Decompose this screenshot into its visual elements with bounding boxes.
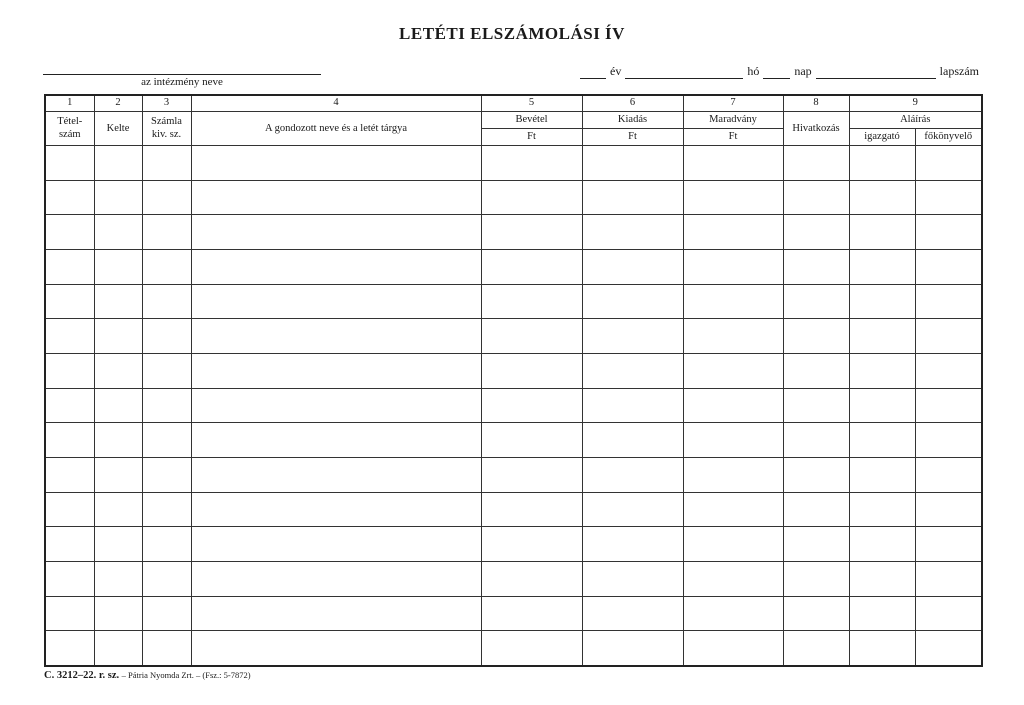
table-cell[interactable] — [481, 354, 582, 389]
table-cell[interactable] — [191, 561, 481, 596]
table-cell[interactable] — [915, 423, 982, 458]
table-cell[interactable] — [481, 423, 582, 458]
table-cell[interactable] — [191, 527, 481, 562]
table-cell[interactable] — [783, 354, 849, 389]
table-cell[interactable] — [915, 561, 982, 596]
unit-balance: Ft — [683, 129, 783, 146]
ledger-table — [44, 94, 983, 667]
table-cell[interactable] — [191, 146, 481, 181]
publisher-info: – Pátria Nyomda Zrt. – (Fsz.: 5-7872) — [121, 670, 251, 680]
table-cell[interactable] — [191, 596, 481, 631]
table-cell[interactable] — [582, 284, 683, 319]
table-cell[interactable] — [481, 631, 582, 666]
table-cell[interactable] — [481, 388, 582, 423]
header-subject: A gondozott neve és a letét tárgya — [191, 112, 481, 146]
table-cell[interactable] — [45, 492, 94, 527]
table-cell[interactable] — [683, 492, 783, 527]
table-cell[interactable] — [849, 284, 915, 319]
table-cell[interactable] — [94, 146, 142, 181]
table-cell[interactable] — [94, 388, 142, 423]
table-cell[interactable] — [45, 319, 94, 354]
table-cell[interactable] — [783, 492, 849, 527]
table-cell[interactable] — [915, 215, 982, 250]
table-cell[interactable] — [683, 180, 783, 215]
table-cell[interactable] — [481, 180, 582, 215]
table-row — [45, 561, 982, 596]
table-cell[interactable] — [142, 423, 191, 458]
header-reference: Hivatkozás — [783, 112, 849, 146]
table-cell[interactable] — [481, 561, 582, 596]
unit-income: Ft — [481, 129, 582, 146]
table-cell[interactable] — [582, 527, 683, 562]
table-cell[interactable] — [849, 146, 915, 181]
table-row — [45, 319, 982, 354]
table-cell[interactable] — [191, 215, 481, 250]
table-cell[interactable] — [481, 146, 582, 181]
table-cell[interactable] — [481, 250, 582, 285]
year-field[interactable] — [580, 67, 606, 79]
day-label: nap — [794, 64, 812, 78]
table-cell[interactable] — [191, 458, 481, 493]
table-cell[interactable] — [582, 354, 683, 389]
table-cell[interactable] — [45, 561, 94, 596]
table-cell[interactable] — [582, 319, 683, 354]
footer — [44, 670, 251, 681]
table-cell[interactable] — [45, 527, 94, 562]
table-cell[interactable] — [683, 146, 783, 181]
table-cell[interactable] — [481, 527, 582, 562]
table-cell[interactable] — [783, 250, 849, 285]
col-number: 5 — [481, 95, 582, 112]
table-cell[interactable] — [582, 561, 683, 596]
page-number-label: lapszám — [939, 64, 979, 78]
page-number-field[interactable] — [816, 67, 936, 79]
form-code: C. 3212–22. r. sz. — [44, 670, 120, 681]
table-cell[interactable] — [849, 561, 915, 596]
table-cell[interactable] — [582, 423, 683, 458]
table-cell[interactable] — [94, 423, 142, 458]
institution-name-caption: az intézmény neve — [141, 76, 223, 88]
table-cell[interactable] — [783, 527, 849, 562]
table-cell[interactable] — [849, 250, 915, 285]
table-cell[interactable] — [783, 596, 849, 631]
table-cell[interactable] — [481, 492, 582, 527]
table-cell[interactable] — [94, 596, 142, 631]
table-cell[interactable] — [683, 388, 783, 423]
header-signature: Aláírás — [849, 112, 982, 129]
col-number: 6 — [582, 95, 683, 112]
table-cell[interactable] — [45, 458, 94, 493]
col-number: 4 — [191, 95, 481, 112]
table-cell[interactable] — [683, 596, 783, 631]
table-row — [45, 354, 982, 389]
table-cell[interactable] — [683, 561, 783, 596]
table-cell[interactable] — [191, 319, 481, 354]
table-cell[interactable] — [45, 631, 94, 666]
header-accountant: főkönyvelő — [915, 129, 982, 146]
table-cell[interactable] — [45, 284, 94, 319]
month-label: hó — [747, 64, 760, 78]
table-cell[interactable] — [683, 527, 783, 562]
institution-name-field[interactable] — [43, 74, 321, 75]
header-item-no: Tétel- szám — [45, 112, 94, 146]
table-cell[interactable] — [783, 319, 849, 354]
table-row — [45, 388, 982, 423]
table-cell[interactable] — [94, 354, 142, 389]
col-number: 2 — [94, 95, 142, 112]
table-cell[interactable] — [142, 561, 191, 596]
table-cell[interactable] — [94, 458, 142, 493]
col-number: 1 — [45, 95, 94, 112]
table-cell[interactable] — [783, 146, 849, 181]
table-cell[interactable] — [783, 631, 849, 666]
header-date: Kelte — [94, 112, 142, 146]
table-cell[interactable] — [849, 458, 915, 493]
table-cell[interactable] — [142, 180, 191, 215]
table-cell[interactable] — [849, 215, 915, 250]
table-cell[interactable] — [45, 250, 94, 285]
table-cell[interactable] — [915, 527, 982, 562]
table-row — [45, 458, 982, 493]
table-cell[interactable] — [142, 631, 191, 666]
table-cell[interactable] — [915, 458, 982, 493]
table-cell[interactable] — [849, 388, 915, 423]
day-field[interactable] — [763, 67, 790, 79]
table-cell[interactable] — [142, 458, 191, 493]
table-cell[interactable] — [582, 458, 683, 493]
table-cell[interactable] — [915, 284, 982, 319]
table-cell[interactable] — [849, 354, 915, 389]
table-cell[interactable] — [683, 354, 783, 389]
header-income: Bevétel — [481, 112, 582, 129]
table-cell[interactable] — [783, 284, 849, 319]
table-cell[interactable] — [915, 354, 982, 389]
table-cell[interactable] — [915, 388, 982, 423]
table-cell[interactable] — [783, 215, 849, 250]
table-cell[interactable] — [142, 527, 191, 562]
table-cell[interactable] — [683, 631, 783, 666]
table-cell[interactable] — [683, 423, 783, 458]
table-cell[interactable] — [582, 215, 683, 250]
table-cell[interactable] — [142, 388, 191, 423]
table-cell[interactable] — [191, 631, 481, 666]
table-cell[interactable] — [683, 458, 783, 493]
table-cell[interactable] — [582, 596, 683, 631]
table-row — [45, 423, 982, 458]
table-cell[interactable] — [94, 180, 142, 215]
table-cell[interactable] — [915, 492, 982, 527]
table-row — [45, 284, 982, 319]
table-cell[interactable] — [481, 319, 582, 354]
table-cell[interactable] — [45, 146, 94, 181]
year-label: év — [610, 64, 622, 78]
form-title: LETÉTI ELSZÁMOLÁSI ÍV — [399, 24, 625, 43]
table-row — [45, 631, 982, 666]
table-cell[interactable] — [481, 596, 582, 631]
table-cell[interactable] — [191, 388, 481, 423]
table-cell[interactable] — [45, 180, 94, 215]
col-number: 7 — [683, 95, 783, 112]
month-field[interactable] — [625, 67, 743, 79]
table-cell[interactable] — [142, 284, 191, 319]
table-cell[interactable] — [191, 180, 481, 215]
table-cell[interactable] — [582, 250, 683, 285]
table-cell[interactable] — [783, 180, 849, 215]
col-number: 8 — [783, 95, 849, 112]
table-cell[interactable] — [849, 596, 915, 631]
header-row — [45, 112, 982, 129]
table-row — [45, 527, 982, 562]
table-cell[interactable] — [191, 354, 481, 389]
table-cell[interactable] — [142, 354, 191, 389]
table-row — [45, 596, 982, 631]
table-cell[interactable] — [94, 250, 142, 285]
col-number: 9 — [849, 95, 982, 112]
table-cell[interactable] — [481, 458, 582, 493]
table-cell[interactable] — [45, 354, 94, 389]
table-cell[interactable] — [94, 319, 142, 354]
table-cell[interactable] — [849, 423, 915, 458]
header-director: igazgató — [849, 129, 915, 146]
table-row — [45, 146, 982, 181]
table-cell[interactable] — [481, 284, 582, 319]
table-cell[interactable] — [849, 492, 915, 527]
table-cell[interactable] — [849, 631, 915, 666]
column-number-row — [45, 95, 982, 112]
header-expense: Kiadás — [582, 112, 683, 129]
table-cell[interactable] — [915, 250, 982, 285]
table-cell[interactable] — [683, 250, 783, 285]
table-cell[interactable] — [683, 215, 783, 250]
header-balance: Maradvány — [683, 112, 783, 129]
table-cell[interactable] — [783, 561, 849, 596]
table-cell[interactable] — [783, 388, 849, 423]
table-row — [45, 215, 982, 250]
table-cell[interactable] — [849, 319, 915, 354]
table-cell[interactable] — [142, 146, 191, 181]
table-row — [45, 250, 982, 285]
table-cell[interactable] — [191, 492, 481, 527]
table-cell[interactable] — [191, 250, 481, 285]
table-cell[interactable] — [849, 527, 915, 562]
table-cell[interactable] — [94, 527, 142, 562]
unit-expense: Ft — [582, 129, 683, 146]
table-cell[interactable] — [683, 284, 783, 319]
table-cell[interactable] — [94, 492, 142, 527]
table-cell[interactable] — [45, 215, 94, 250]
header-invoice: Számla kiv. sz. — [142, 112, 191, 146]
table-cell[interactable] — [783, 458, 849, 493]
table-cell[interactable] — [915, 180, 982, 215]
table-cell[interactable] — [142, 492, 191, 527]
table-cell[interactable] — [45, 596, 94, 631]
table-cell[interactable] — [582, 631, 683, 666]
table-cell[interactable] — [94, 561, 142, 596]
table-row — [45, 492, 982, 527]
table-cell[interactable] — [45, 388, 94, 423]
table-cell[interactable] — [582, 180, 683, 215]
table-cell[interactable] — [582, 146, 683, 181]
table-cell[interactable] — [94, 215, 142, 250]
table-cell[interactable] — [915, 631, 982, 666]
table-cell[interactable] — [582, 388, 683, 423]
table-cell[interactable] — [481, 215, 582, 250]
table-cell[interactable] — [142, 215, 191, 250]
table-cell[interactable] — [142, 596, 191, 631]
table-cell[interactable] — [582, 492, 683, 527]
table-cell[interactable] — [683, 319, 783, 354]
col-number: 3 — [142, 95, 191, 112]
table-cell[interactable] — [915, 146, 982, 181]
table-cell[interactable] — [849, 180, 915, 215]
table-cell[interactable] — [45, 423, 94, 458]
table-row — [45, 180, 982, 215]
table-cell[interactable] — [915, 596, 982, 631]
table-cell[interactable] — [191, 284, 481, 319]
table-cell[interactable] — [142, 250, 191, 285]
table-cell[interactable] — [783, 423, 849, 458]
table-cell[interactable] — [915, 319, 982, 354]
table-cell[interactable] — [191, 423, 481, 458]
table-cell[interactable] — [94, 284, 142, 319]
table-cell[interactable] — [142, 319, 191, 354]
table-cell[interactable] — [94, 631, 142, 666]
date-line — [577, 64, 980, 79]
